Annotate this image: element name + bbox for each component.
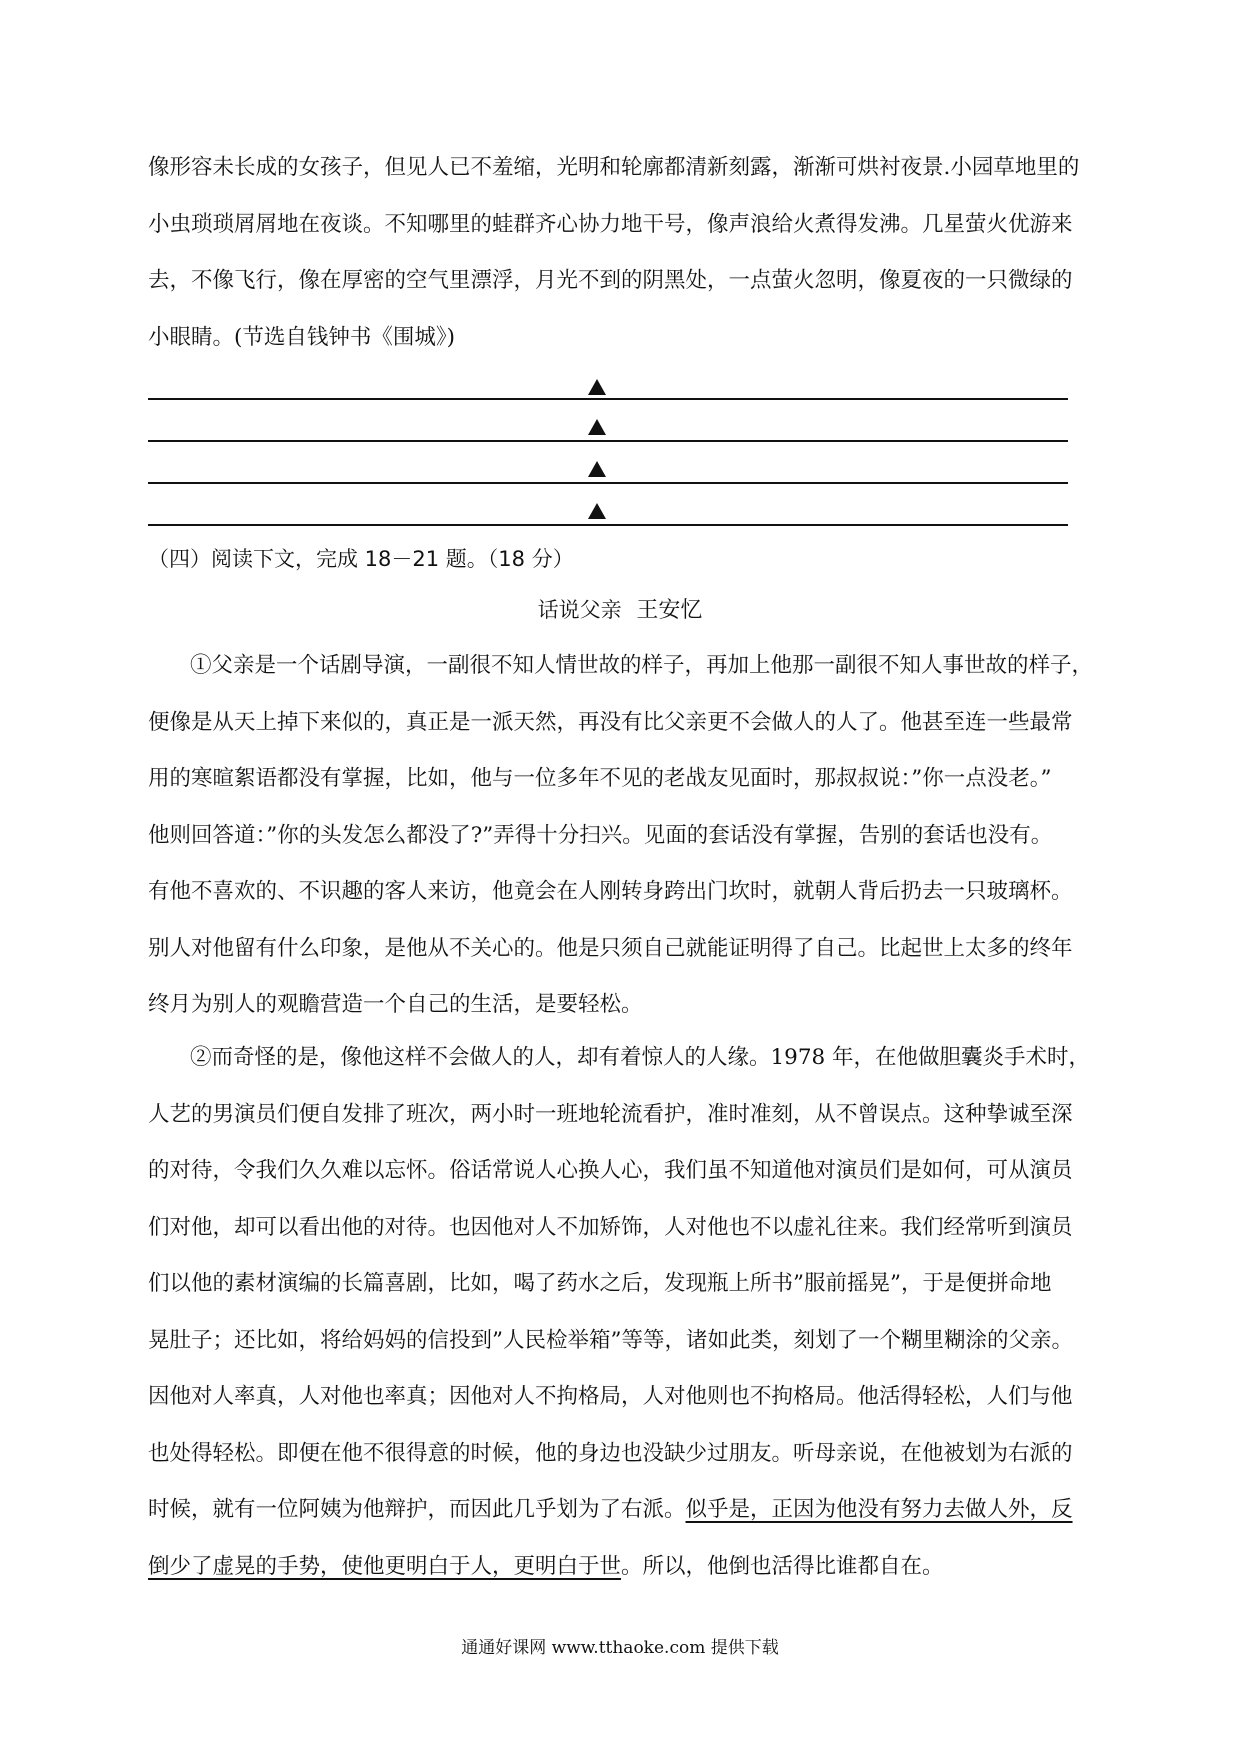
answer-line[interactable] — [148, 398, 1068, 400]
paragraph-line: ①父亲是一个话剧导演，一副很不知人情世故的样子，再加上他那一副很不知人事世故的样子， — [190, 653, 1094, 678]
excerpt-line: 去，不像飞行，像在厚密的空气里漂浮，月光不到的阴黑处，一点萤火忽明，像夏夜的一只微绿的 — [148, 268, 1073, 293]
answer-line[interactable] — [148, 482, 1068, 484]
paragraph-line: 人艺的男演员们便自发排了班次，两小时一班地轮流看护，准时准刻，从不曾误点。这种挚诚至深 — [148, 1101, 1073, 1127]
article-author: 王安忆 — [636, 598, 703, 623]
plain-text: 时候，就有一位阿姨为他辩护，而因此几乎划为了右派。 — [148, 1497, 686, 1522]
paragraph-line: 因他对人率真，人对他也率真；因他对人不拘格局，人对他则也不拘格局。他活得轻松，人们与他 — [148, 1384, 1073, 1409]
answer-line[interactable] — [148, 524, 1068, 526]
section-heading: （四）阅读下文，完成 18－21 题。（18 分） — [148, 547, 574, 571]
article-paragraph-1 — [148, 638, 1100, 1034]
paragraph-line: 终月为别人的观瞻营造一个自己的生活，是要轻松。 — [148, 992, 643, 1017]
paragraph-line: 也处得轻松。即便在他不很得意的时候，他的身边也没缺少过朋友。听母亲说，在他被划为右派的 — [148, 1440, 1073, 1466]
answer-line[interactable] — [148, 440, 1068, 442]
triangle-marker — [588, 379, 606, 395]
paragraph-line — [148, 1482, 1100, 1539]
paragraph-line: 便像是从天上掉下来似的，真正是一派天然，再没有比父亲更不会做人的人了。他甚至连一些最常 — [148, 709, 1073, 735]
triangle-marker — [588, 419, 606, 435]
plain-text: 。所以，他倒也活得比谁都自在。 — [621, 1553, 944, 1579]
paragraph-line: 用的寒暄絮语都没有掌握，比如，他与一位多年不见的老战友见面时，那叔叔说：”你一点没老。” — [148, 766, 1052, 791]
paragraph-line: 们以他的素材演编的长篇喜剧，比如，喝了药水之后，发现瓶上所书”服前摇晃”，于是便拼命地 — [148, 1271, 1052, 1296]
page-footer: 通通好课网 www.tthaoke.com 提供下载 — [461, 1638, 779, 1658]
excerpt-line: 像形容未长成的女孩子，但见人已不羞缩，光明和轮廓都清新刻露，渐渐可烘衬夜景.小园草地里的 — [148, 155, 1080, 180]
paragraph-line: 有他不喜欢的、不识趣的客人来访，他竟会在人刚转身跨出门坎时，就朝人背后扔去一只玻璃杯。 — [148, 879, 1073, 904]
paragraph-line: ②而奇怪的是，像他这样不会做人的人，却有着惊人的人缘。1978 年，在他做胆囊炎手术时， — [190, 1045, 1091, 1070]
article-title-text: 话说父亲 — [537, 598, 622, 622]
paragraph-line: 晃肚子；还比如，将给妈妈的信投到”人民检举箱”等等，诸如此类，刻划了一个糊里糊涂的父亲。 — [148, 1327, 1073, 1353]
article-paragraph-2 — [148, 1030, 1100, 1595]
paragraph-line: 的对待，令我们久久难以忘怀。俗话常说人心换人心，我们虽不知道他对演员们是如何，可从演员 — [148, 1158, 1073, 1183]
excerpt-line: 小虫琐琐屑屑地在夜谈。不知哪里的蛙群齐心协力地干号，像声浪给火煮得发沸。几星萤火优游来 — [148, 211, 1073, 237]
triangle-marker — [588, 461, 606, 477]
excerpt-paragraph — [148, 140, 1100, 366]
underlined-sentence: 倒少了虚晃的手势，使他更明白于人，更明白于世 — [148, 1553, 622, 1579]
article-title — [0, 593, 1240, 624]
paragraph-line: 们对他，却可以看出他的对待。也因他对人不加矫饰，人对他也不以虚礼往来。我们经常听到演员 — [148, 1214, 1073, 1240]
paragraph-line: 他则回答道：”你的头发怎么都没了?”弄得十分扫兴。见面的套话没有掌握，告别的套话也没有。 — [148, 822, 1053, 848]
paragraph-line — [148, 1539, 1100, 1596]
paragraph-line: 别人对他留有什么印象，是他从不关心的。他是只须自己就能证明得了自己。比起世上太多的终年 — [148, 935, 1073, 961]
underlined-sentence: 似乎是，正因为他没有努力去做人外，反 — [685, 1497, 1073, 1522]
triangle-marker — [588, 503, 606, 519]
excerpt-line: 小眼睛。(节选自钱钟书《围城》) — [148, 324, 456, 350]
